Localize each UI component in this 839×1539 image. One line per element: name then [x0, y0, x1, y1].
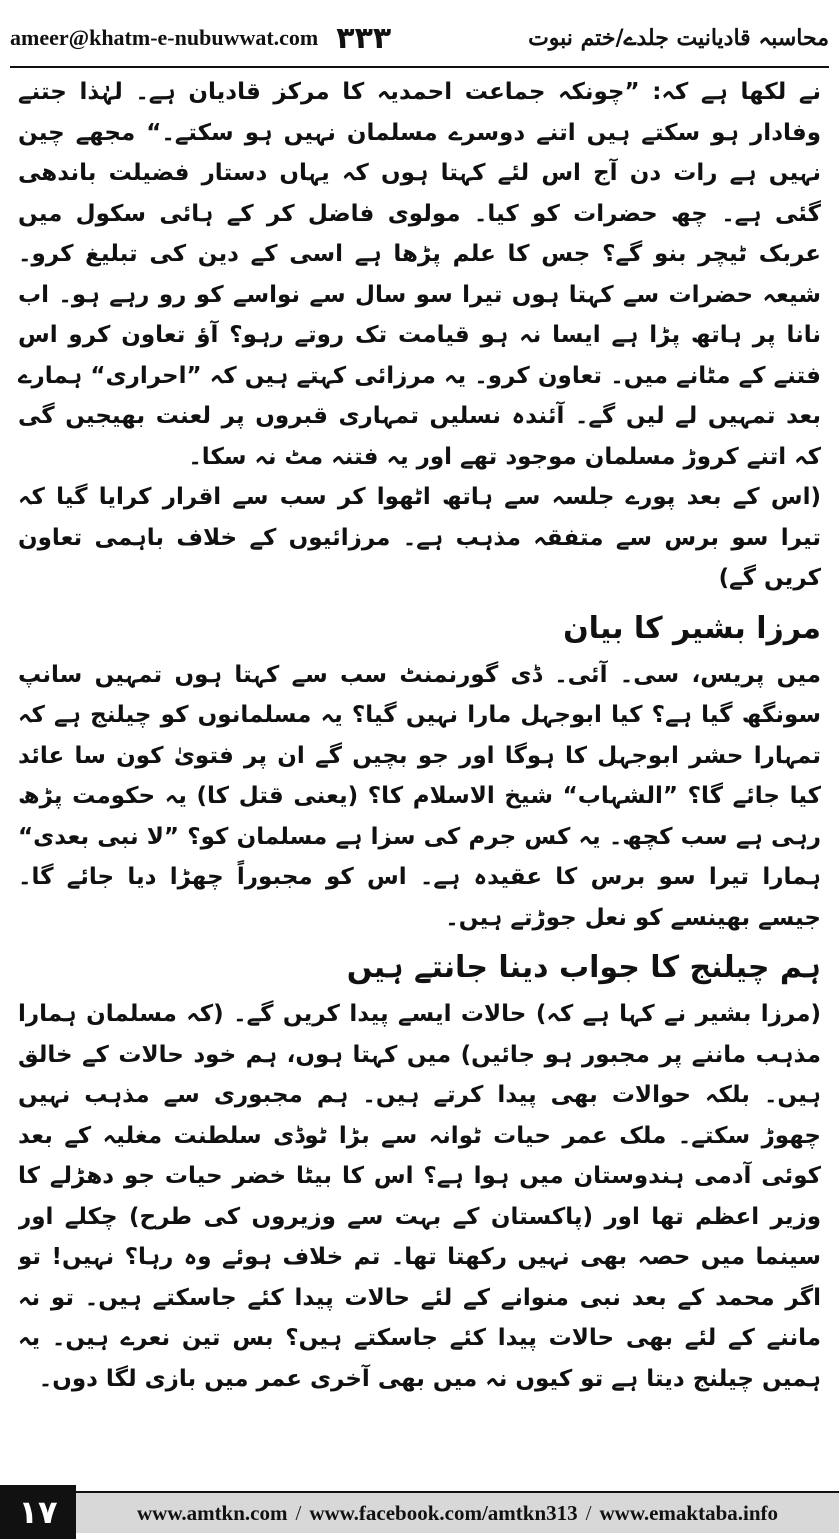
footer-link-facebook[interactable]: www.facebook.com/amtkn313 [309, 1500, 578, 1525]
footer-separator: / [585, 1500, 592, 1525]
footer-link-emaktaba[interactable]: www.emaktaba.info [599, 1500, 779, 1525]
footer-link-amtkn[interactable]: www.amtkn.com [136, 1500, 288, 1525]
page-body [18, 72, 821, 1475]
header-left [10, 21, 391, 56]
paragraph: (اس کے بعد پورے جلسہ سے ہاتھ اٹھوا کر سب سے اقرار کرایا گیا کہ تیرا سو برس سے متفقہ مذہب ہے۔ مرزائیوں کے خلاف باہمی تعاون کریں گے) [18, 484, 821, 591]
header-rule [10, 66, 829, 68]
paragraph: (مرزا بشیر نے کہا ہے کہ) حالات ایسے پیدا کریں گے۔ (کہ مسلمان ہمارا مذہب ماننے پر مجبور ہو جائیں) میں کہتا ہوں، ہم خود حالات کے خالق ہیں۔ بلکہ حوالات بھی پیدا کرتے ہیں۔ ہم مجبوری سے مذہب نہیں چھوڑ سکتے۔ ملک عمر حیات ٹوانہ سے بڑا ٹوڈی سلطنت مغلیہ کے بعد کوئی آدمی ہندوستان میں ہوا ہے؟ اس کا بیٹا خضر حیات جو دھڑلے کا وزیر اعظم تھا اور (پاکستان کے بہت سے وزیروں کی طرح) چکلے اور سینما میں حصہ بھی نہیں رکھتا تھا۔ تم خلاف ہوئے وہ رہا؟ نہیں! تو اگر محمد کے بعد نبی منوانے کے لئے حالات پیدا کئے جاسکتے ہیں۔ تو نہ ماننے کے لئے بھی حالات پیدا کئے جاسکتے ہیں؟ بس تین نعرے ہیں۔ یہ ہمیں چیلنج دیتا ہے تو کیوں نہ میں بھی آخری عمر میں بازی لگا دوں۔ [18, 1001, 821, 1392]
paragraph: نے لکھا ہے کہ: ”چونکہ جماعت احمدیہ کا مرکز قادیان ہے۔ لہٰذا جتنے وفادار ہو سکتے ہیں اتنے دوسرے مسلمان نہیں ہو سکتے۔“ مجھے چین نہیں ہے رات دن آج اس لئے کہتا ہوں کہ یہاں دستار فضیلت باندھی گئی ہے۔ چھ حضرات کو کیا۔ مولوی فاضل کر کے ہائی سکول میں عربک ٹیچر بنو گے؟ جس کا علم پڑھا ہے اسی کے دین کی تبلیغ کرو۔ شیعہ حضرات سے کہتا ہوں تیرا سو سال سے نواسے کو رو رہے ہو۔ اب نانا پر ہاتھ پڑا ہے ایسا نہ ہو قیامت تک روتے رہو؟ آؤ تعاون کرو اس فتنے کے مٹانے میں۔ تعاون کرو۔ یہ مرزائی کہتے ہیں کہ ”احراری“ ہمارے بعد تمہیں لے لیں گے۔ آئندہ نسلیں تمہاری قبروں پر لعنت بھیجیں گی کہ اتنے کروڑ مسلمان موجود تھے اور یہ فتنہ مٹ نہ سکا۔ [18, 79, 821, 470]
footer-separator: / [295, 1500, 302, 1525]
book-title: محاسبہ قادیانیت جلدے/ختم نبوت [528, 25, 829, 51]
page-header [10, 10, 829, 66]
header-email: ameer@khatm-e-nubuwwat.com [10, 25, 319, 50]
header-page-number: ۳۳۳ [336, 20, 392, 56]
section-heading: ہم چیلنج کا جواب دینا جانتے ہیں [346, 950, 821, 985]
footer-links [76, 1491, 839, 1533]
footer-page-number: ۱۷ [0, 1485, 76, 1539]
section-heading: مرزا بشیر کا بیان [563, 610, 821, 646]
paragraph: میں پریس، سی۔ آئی۔ ڈی گورنمنٹ سب سے کہتا ہوں تمہیں سانپ سونگھ گیا ہے؟ کیا ابوجہل مارا نہیں گیا؟ یہ مسلمانوں کو چیلنج ہے کہ تمہارا حشر ابوجہل کا ہوگا اور جو بچیں گے ان پر فتویٰ کون سا عائد کیا جائے گا؟ ”الشہاب“ شیخ الاسلام کا؟ (یعنی قتل کا) یہ حکومت پڑھ رہی ہے سب کچھ۔ یہ کس جرم کی سزا ہے مسلمان کو؟ ”لا نبی بعدی“ ہمارا تیرا سو برس کا عقیدہ ہے۔ اس کو مجبوراً چھڑا دیا جائے گا۔ جیسے بھینسے کو نعل جوڑتے ہیں۔ [18, 661, 821, 931]
page-footer [0, 1485, 839, 1539]
